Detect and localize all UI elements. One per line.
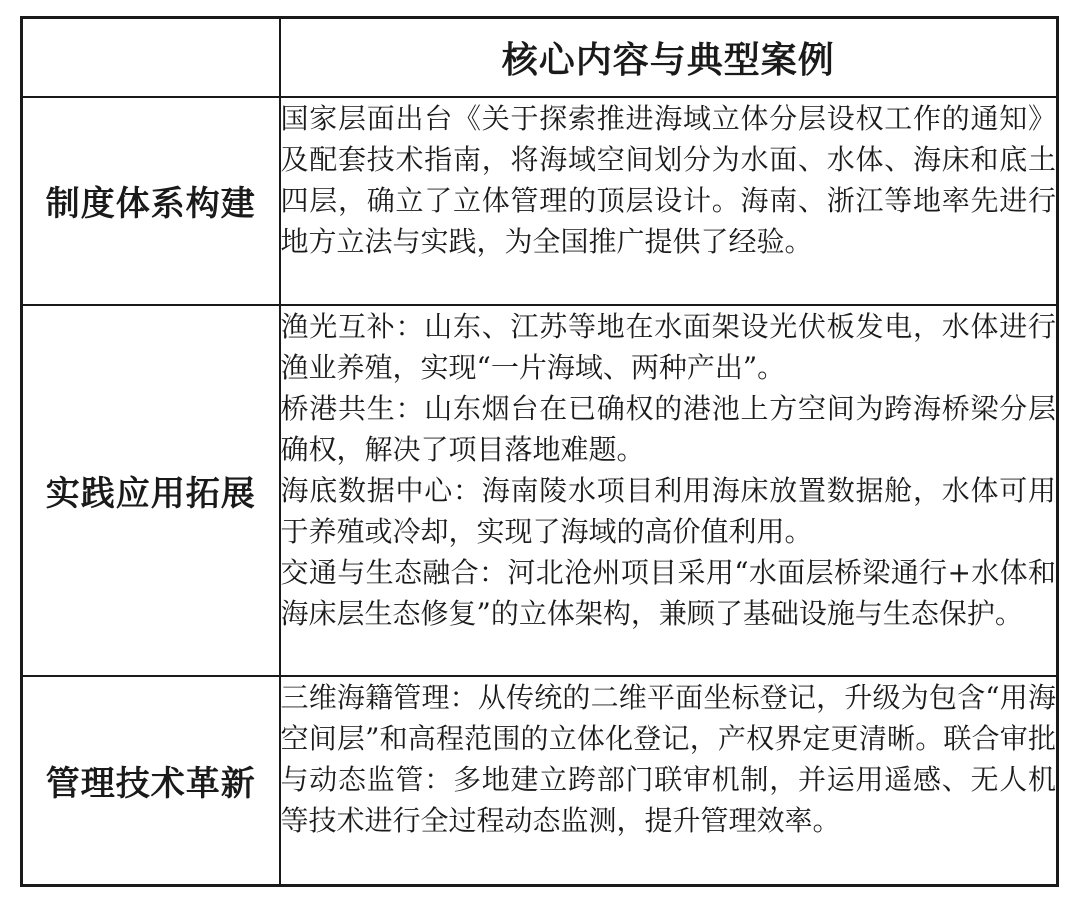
content-paragraph: 渔光互补：山东、江苏等地在水面架设光伏板发电，水体进行渔业养殖，实现“一片海域、两种产出”。 <box>280 309 1056 384</box>
table-header-row <box>22 18 1058 97</box>
header-category-cell <box>22 18 280 97</box>
table-row-practice-application <box>22 305 1058 676</box>
category-cell: 制度体系构建 <box>22 97 280 305</box>
content-paragraph: 桥港共生：山东烟台在已确权的港池上方空间为跨海桥梁分层确权，解决了项目落地难题。 <box>280 391 1056 466</box>
header-content-cell: 核心内容与典型案例 <box>280 18 1058 97</box>
content-paragraph: 三维海籍管理：从传统的二维平面坐标登记，升级为包含“用海空间层”和高程范围的立体化登记，产权界定更清晰。联合审批与动态监管：多地建立跨部门联审机制，并运用遥感、无人机等技术进行全过程动态监测，提升管理效率。 <box>280 680 1056 837</box>
content-cell <box>280 305 1058 676</box>
core-content-table <box>20 16 1059 887</box>
content-paragraph: 海底数据中心：海南陵水项目利用海床放置数据舱，水体可用于养殖或冷却，实现了海域的高价值利用。 <box>280 473 1056 548</box>
content-paragraph: 国家层面出台《关于探索推进海域立体分层设权工作的通知》及配套技术指南，将海域空间划分为水面、水体、海床和底土四层，确立了立体管理的顶层设计。海南、浙江等地率先进行地方立法与实践，为全国推广提供了经验。 <box>280 101 1056 258</box>
category-cell: 实践应用拓展 <box>22 305 280 676</box>
category-cell: 管理技术革新 <box>22 676 280 886</box>
content-paragraph: 交通与生态融合：河北沧州项目采用“水面层桥梁通行+水体和海床层生态修复”的立体架构，兼顾了基础设施与生态保护。 <box>280 555 1056 630</box>
content-cell <box>280 676 1058 886</box>
content-cell <box>280 97 1058 305</box>
table-row-management-innovation <box>22 676 1058 886</box>
table-row-institutional-system <box>22 97 1058 305</box>
